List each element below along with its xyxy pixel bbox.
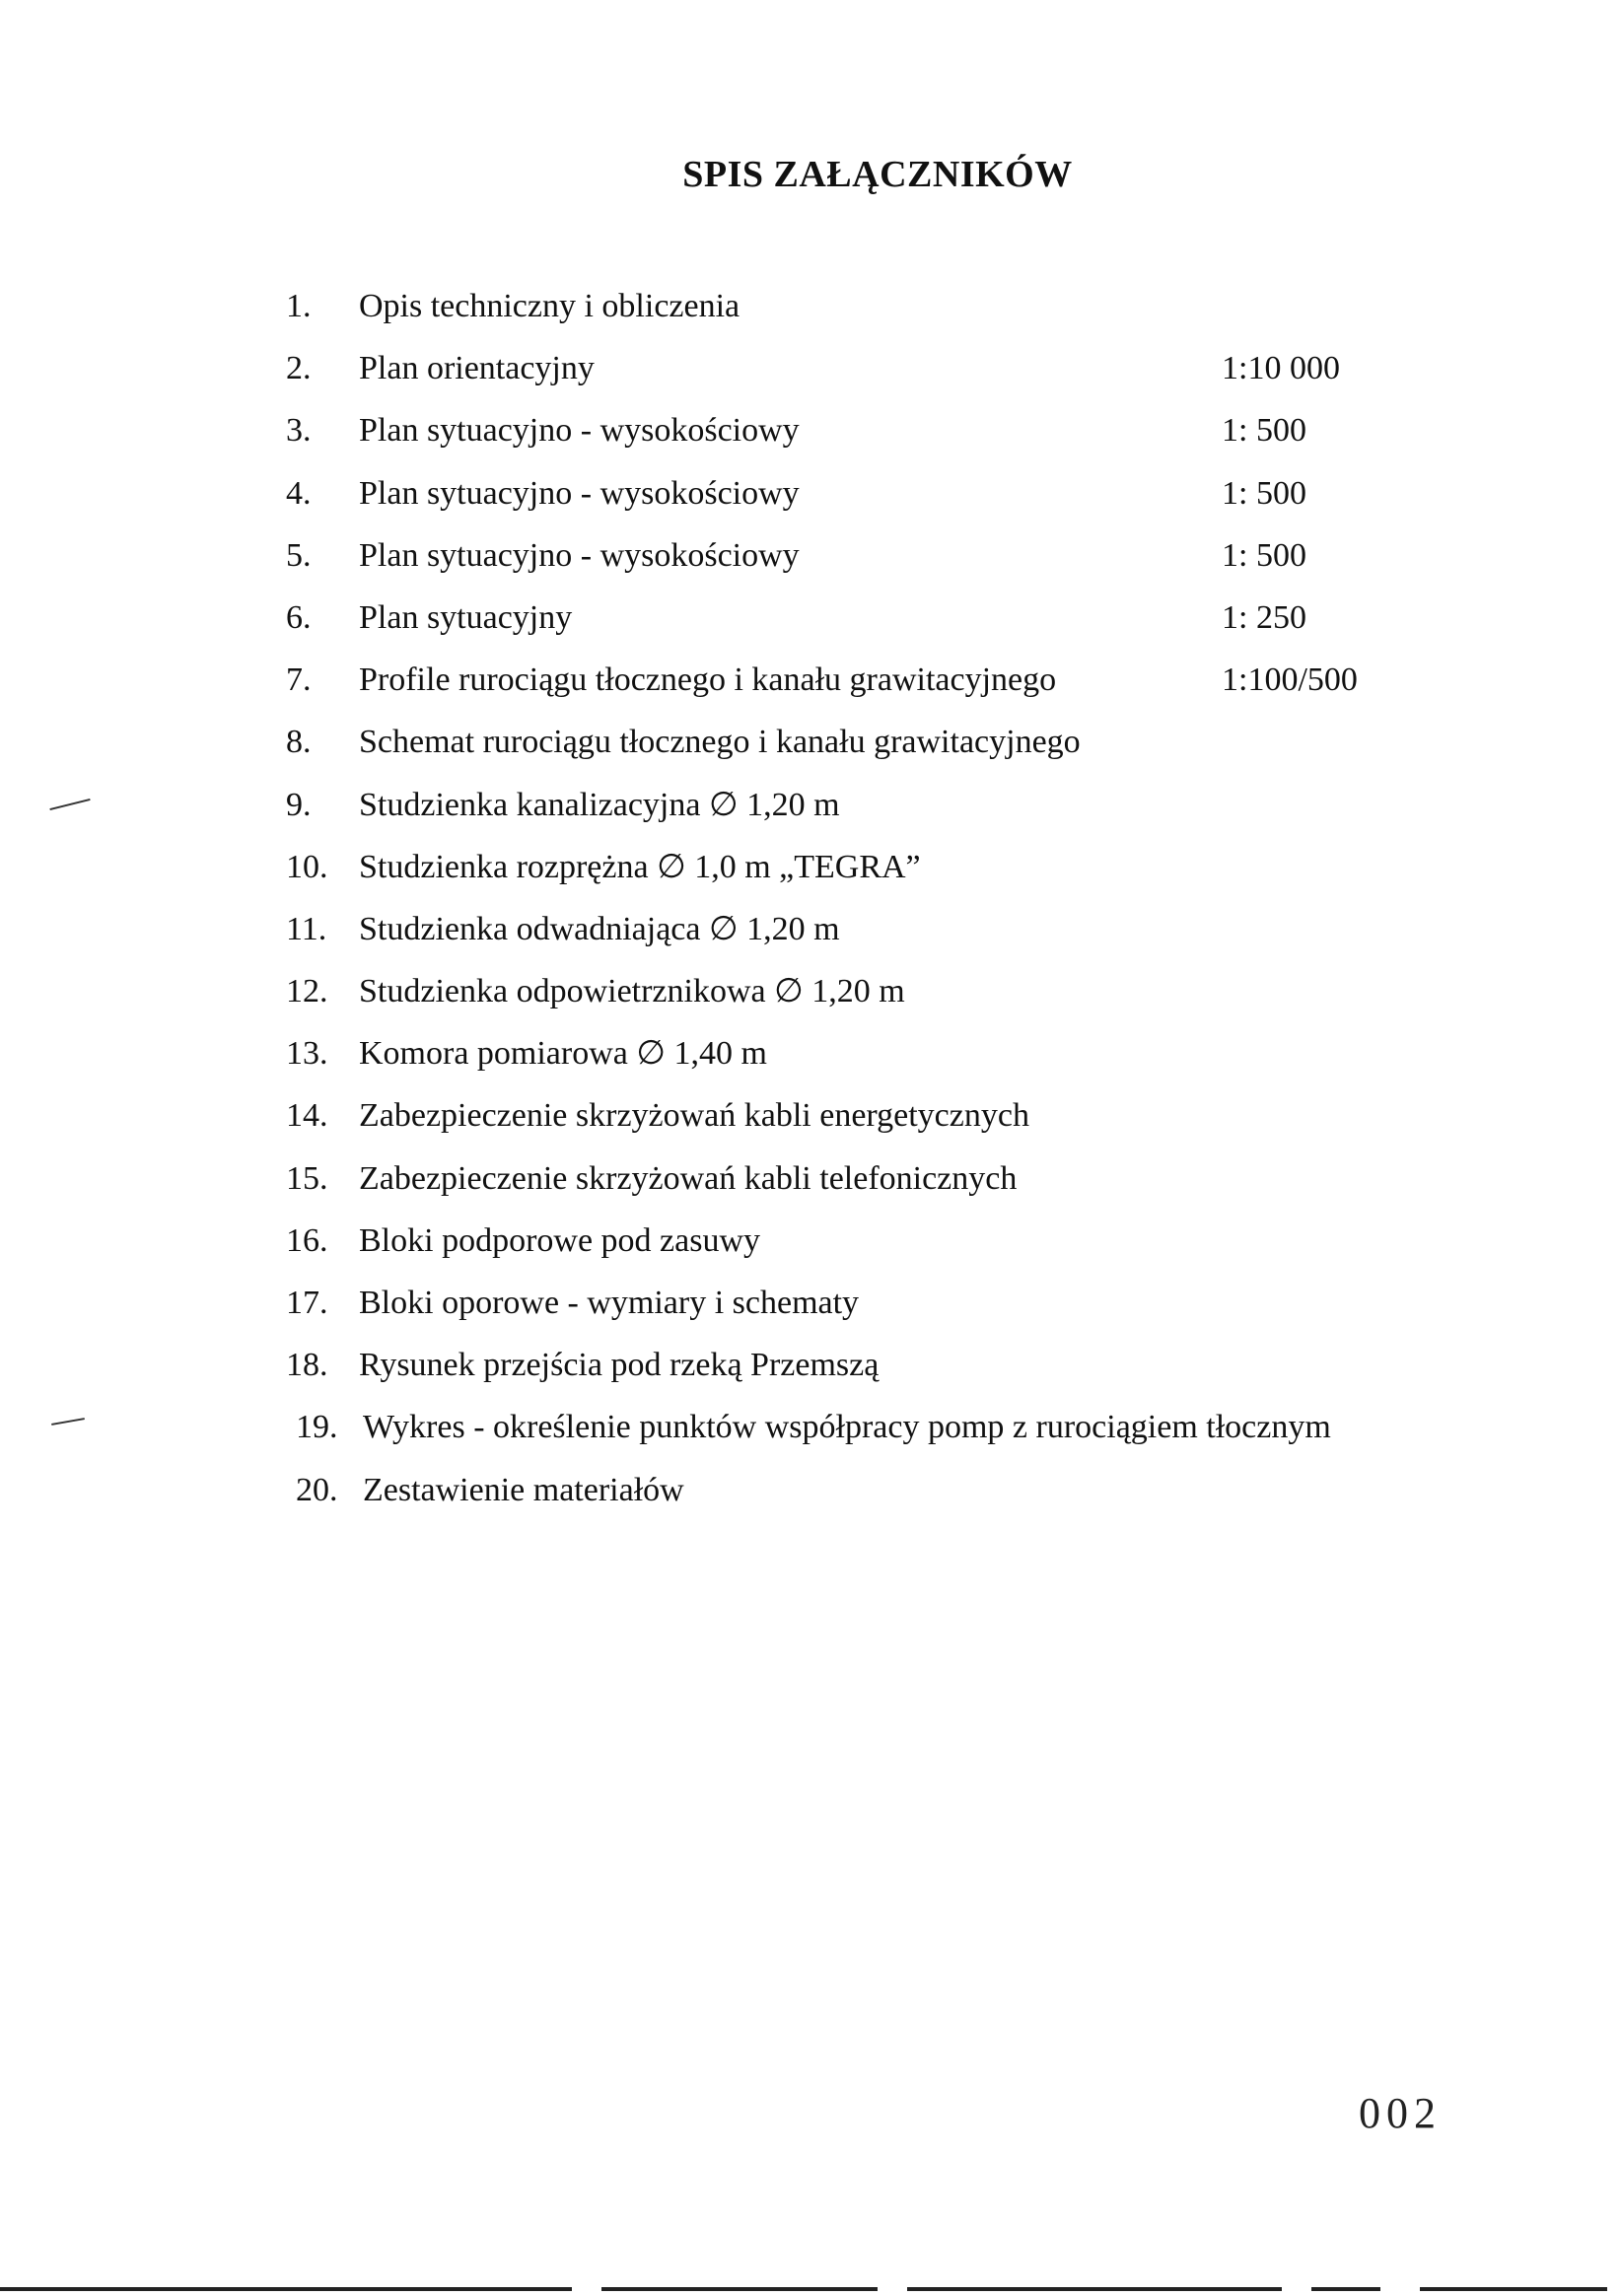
list-item: [286, 1407, 1420, 1469]
item-title: Plan sytuacyjno - wysokościowy: [359, 536, 800, 574]
item-number: 5.: [286, 536, 312, 574]
page-number: 002: [1359, 2089, 1442, 2137]
item-title: Bloki oporowe - wymiary i schematy: [359, 1285, 860, 1321]
item-number: 7.: [286, 661, 312, 699]
list-item: [286, 785, 1420, 847]
list-item: [286, 597, 1420, 660]
item-title: Rysunek przejścia pod rzeką Przemszą: [359, 1347, 880, 1384]
item-title: Opis techniczny i obliczenia: [359, 288, 740, 324]
item-title: Bloki podporowe pod zasuwy: [359, 1221, 761, 1259]
binding-hole-mark: [51, 1418, 85, 1426]
attachments-list: [286, 286, 1420, 1532]
scan-edge-line: [0, 2287, 572, 2291]
list-item: [286, 410, 1420, 472]
item-number: 12.: [286, 973, 328, 1010]
item-number: 18.: [286, 1347, 328, 1384]
item-number: 9.: [286, 786, 312, 823]
list-item: [286, 1283, 1420, 1345]
item-number: 16.: [286, 1221, 328, 1259]
item-scale: 1:10 000: [1222, 350, 1340, 387]
item-number: 10.: [286, 848, 328, 885]
item-title: Komora pomiarowa ∅ 1,40 m: [359, 1035, 767, 1073]
list-item: [286, 1220, 1420, 1283]
item-title: Studzienka odpowietrznikowa ∅ 1,20 m: [359, 973, 905, 1010]
list-item: [286, 1033, 1420, 1095]
item-number: 17.: [286, 1285, 328, 1321]
item-number: 20.: [296, 1471, 338, 1508]
item-title: Schemat rurociągu tłocznego i kanału grawitacyjnego: [359, 724, 1081, 761]
item-title: Profile rurociągu tłocznego i kanału grawitacyjnego: [359, 661, 1057, 699]
list-item: [286, 1158, 1420, 1220]
item-title: Plan sytuacyjny: [359, 598, 573, 636]
item-number: 19.: [296, 1409, 338, 1446]
list-item: [286, 286, 1420, 348]
list-item: [286, 971, 1420, 1033]
list-item: [286, 660, 1420, 722]
list-item: [286, 1470, 1420, 1532]
item-number: 4.: [286, 474, 312, 512]
scan-edge-line: [1311, 2287, 1380, 2291]
binding-hole-mark: [49, 799, 90, 810]
item-scale: 1: 500: [1222, 536, 1306, 574]
page-title: SPIS ZAŁĄCZNIKÓW: [682, 154, 1073, 195]
list-item: [286, 1095, 1420, 1157]
item-number: 1.: [286, 288, 312, 324]
item-scale: 1: 500: [1222, 412, 1306, 450]
item-scale: 1:100/500: [1222, 661, 1358, 699]
list-item: [286, 535, 1420, 597]
list-item: [286, 722, 1420, 784]
scan-edge-line: [907, 2287, 1282, 2291]
item-number: 2.: [286, 350, 312, 387]
list-item: [286, 473, 1420, 535]
item-scale: 1: 250: [1222, 598, 1306, 636]
item-title: Studzienka rozprężna ∅ 1,0 m „TEGRA”: [359, 848, 921, 885]
item-number: 8.: [286, 724, 312, 761]
item-title: Wykres - określenie punktów współpracy pomp z rurociągiem tłocznym: [363, 1409, 1331, 1446]
scan-edge-line: [601, 2287, 878, 2291]
list-item: [286, 847, 1420, 909]
item-number: 11.: [286, 910, 327, 947]
item-number: 13.: [286, 1035, 328, 1073]
item-scale: 1: 500: [1222, 474, 1306, 512]
item-number: 3.: [286, 412, 312, 450]
scan-edge-line: [1420, 2287, 1607, 2291]
list-item: [286, 348, 1420, 410]
item-number: 6.: [286, 598, 312, 636]
item-title: Plan orientacyjny: [359, 350, 595, 387]
item-title: Plan sytuacyjno - wysokościowy: [359, 474, 800, 512]
item-title: Studzienka odwadniająca ∅ 1,20 m: [359, 910, 840, 947]
list-item: [286, 909, 1420, 971]
item-title: Plan sytuacyjno - wysokościowy: [359, 412, 800, 450]
list-item: [286, 1345, 1420, 1407]
item-title: Zabezpieczenie skrzyżowań kabli telefonicznych: [359, 1159, 1018, 1197]
item-title: Zabezpieczenie skrzyżowań kabli energetycznych: [359, 1097, 1029, 1135]
item-number: 15.: [286, 1159, 328, 1197]
item-title: Zestawienie materiałów: [363, 1471, 684, 1508]
item-title: Studzienka kanalizacyjna ∅ 1,20 m: [359, 786, 840, 823]
item-number: 14.: [286, 1097, 328, 1135]
